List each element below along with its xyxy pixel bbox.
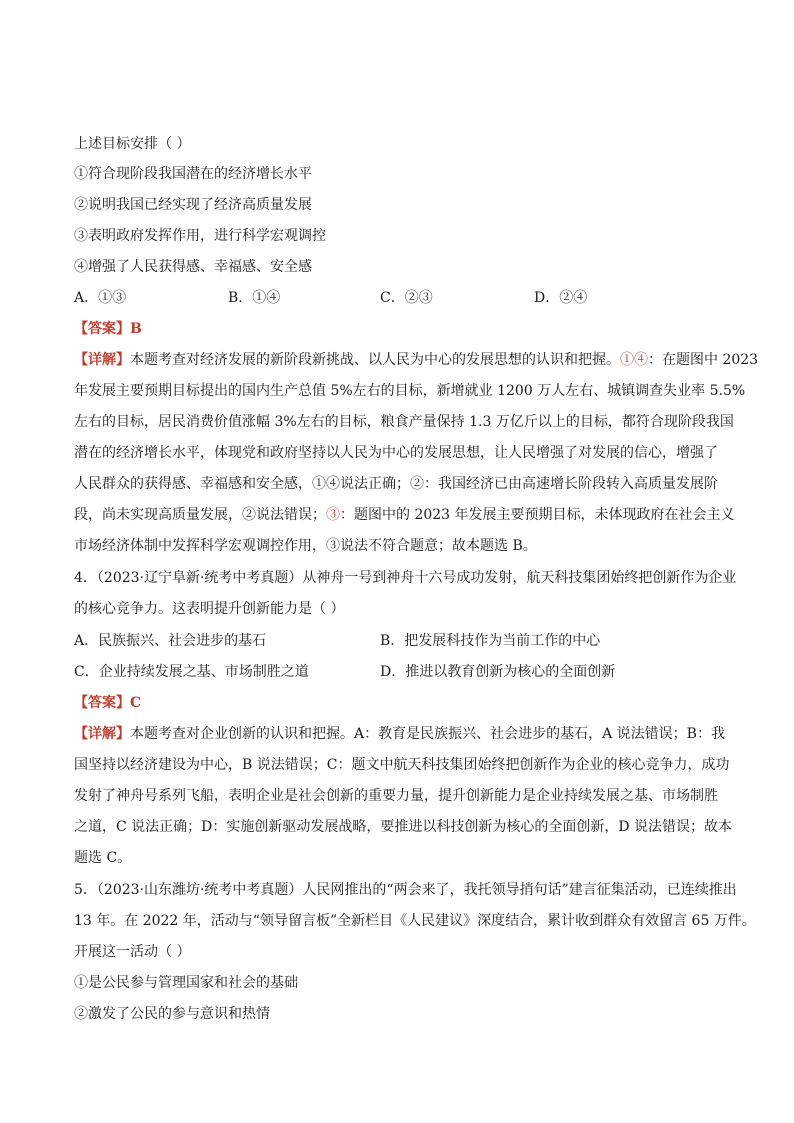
q4-detail-line-1: [74, 724, 725, 744]
q4-option-b: B．把发展科技作为当前工作的中心: [380, 633, 601, 649]
q3-option-c: C．②③: [380, 290, 433, 306]
answer-tag: 【答案】: [74, 695, 130, 711]
q3-answer-line: [74, 319, 142, 339]
q4-option-c: C．企业持续发展之基、市场制胜之道: [74, 664, 309, 680]
q3-option-a: A．①③: [74, 290, 127, 306]
q4-detail-line-3: 发射了神舟号系列飞船，表明企业是社会创新的重要力量，提升创新能力是企业持续发展之基、市场制胜: [74, 788, 718, 804]
q3-detail-line-7: 市场经济体制中发挥科学宏观调控作用，③说法不符合题意；故本题选 B。: [74, 538, 537, 554]
q4-detail-line-5: 题选 C。: [74, 850, 132, 866]
detail-highlight: ①④: [620, 352, 648, 368]
detail-text: ：在题图中 2023: [648, 352, 759, 368]
detail-text: ：题图中的 2023 年发展主要预期目标，未体现政府在社会主义: [340, 507, 735, 523]
q3-detail-line-3: 左右的目标，居民消费价值涨幅 3%左右的目标，粮食产量保持 1.3 万亿斤以上的目标，都符合现阶段我国: [74, 414, 734, 430]
q3-statement-1: ①符合现阶段我国潜在的经济增长水平: [74, 166, 312, 182]
answer-value: B: [130, 321, 142, 337]
answer-tag: 【答案】: [74, 321, 130, 337]
q3-statement-3: ③表明政府发挥作用，进行科学宏观调控: [74, 228, 326, 244]
detail-highlight: ③: [326, 507, 340, 523]
q3-detail-line-4: 潜在的经济增长水平，体现党和政府坚持以人民为中心的发展思想，让人民增强了对发展的信心，增强了: [74, 445, 718, 461]
q5-stem-line-2: 13 年。在 2022 年，活动与“领导留言板”全新栏目《人民建议》深度结合，累计收到群众有效留言 65 万件。: [74, 913, 756, 929]
detail-text: 本题考查对经济发展的新阶段新挑战、以人民为中心的发展思想的认识和把握。: [130, 352, 620, 368]
detail-text: 段，尚未实现高质量发展，②说法错误；: [74, 507, 326, 523]
q4-detail-line-2: 国坚持以经济建设为中心，B 说法错误；C：题文中航天科技集团始终把创新作为企业的核心竞争力，成功: [74, 757, 730, 773]
q3-option-d: D．②④: [534, 290, 588, 306]
answer-value: C: [130, 695, 142, 711]
q3-detail-line-1: [74, 350, 758, 370]
q3-detail-line-6: [74, 505, 735, 525]
q5-stem-line-3: 开展这一活动（ ）: [74, 944, 191, 960]
q5-statement-2: ②激发了公民的参与意识和热情: [74, 1006, 270, 1022]
q4-option-a: A．民族振兴、社会进步的基石: [74, 633, 267, 649]
q4-stem-line-1: 4．（2023·辽宁阜新·统考中考真题）从神舟一号到神舟十六号成功发射，航天科技集团始终把创新作为企业: [74, 570, 737, 586]
q3-statement-4: ④增强了人民获得感、幸福感、安全感: [74, 259, 312, 275]
q4-detail-line-4: 之道，C 说法正确；D：实施创新驱动发展战略，要推进以科技创新为核心的全面创新，D 说法错误；故本: [74, 819, 733, 835]
q5-stem-line-1: 5．（2023·山东潍坊·统考中考真题）人民网推出的“两会来了，我托领导捎句话”建言征集活动，已连续推出: [74, 882, 737, 898]
q4-stem-line-2: 的核心竞争力。这表明提升创新能力是（ ）: [74, 601, 345, 617]
detail-tag: 【详解】: [74, 352, 130, 368]
q3-option-b: B．①④: [228, 290, 281, 306]
q3-detail-line-2: 年发展主要预期目标提出的国内生产总值 5%左右的目标，新增就业 1200 万人左右、城镇调查失业率 5.5%: [74, 383, 746, 399]
q3-stem-tail: 上述目标安排（ ）: [74, 136, 191, 152]
detail-text: 本题考查对企业创新的认识和把握。A：教育是民族振兴、社会进步的基石，A 说法错误；B：我: [130, 726, 725, 742]
q3-detail-line-5: 人民群众的获得感、幸福感和安全感，①④说法正确；②：我国经济已由高速增长阶段转入高质量发展阶: [74, 476, 718, 492]
q5-statement-1: ①是公民参与管理国家和社会的基础: [74, 975, 298, 991]
detail-tag: 【详解】: [74, 726, 130, 742]
q4-answer-line: [74, 693, 141, 713]
q3-statement-2: ②说明我国已经实现了经济高质量发展: [74, 197, 312, 213]
q4-option-d: D．推进以教育创新为核心的全面创新: [380, 664, 616, 680]
